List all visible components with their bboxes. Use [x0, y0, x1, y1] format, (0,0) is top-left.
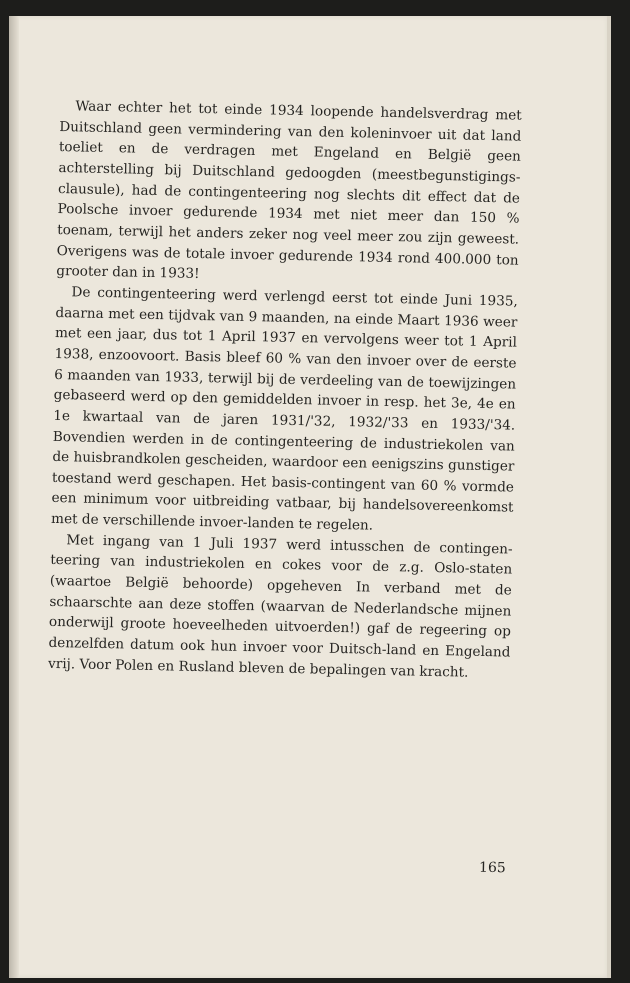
body-text [48, 96, 522, 684]
page-edge [607, 16, 611, 978]
paragraph-1: Waar echter het tot einde 1934 loopende handelsverdrag met Duitschland geen vermindering van den koleninvoer uit dat land toeliet en de verdragen met Engeland en België geen achterstelling bij Duitschland gedoogden (meestbegunstigings-clausule), had de contingenteering nog slechts dit effect dat de Poolsche invoer gedurende 1934 met niet meer dan 150 % toenam, terwijl het anders zeker nog veel meer zou zijn geweest. Overigens was de totale invoer gedurende 1934 rond 400.000 ton grooter dan in 1933! [56, 98, 522, 283]
book-page [9, 16, 611, 978]
page-spine-shadow [9, 16, 19, 978]
paragraph-3: Met ingang van 1 Juli 1937 werd intusschen de contingen-teering van industriekolen en cokes voor de z.g. Oslo-staten (waartoe België behoorde) opgeheven In verband met de schaarschte aan deze stoffen (waarvan de Nederlandsche mijnen onderwijl groote hoeveelheden uitvoerden!) gaf de regeering op denzelfden datum ook hun invoer voor Duitsch-land en Engeland vrij. Voor Polen en Rusland bleven de bepalingen van kracht. [47, 532, 513, 681]
paragraph-2: De contingenteering werd verlengd eerst tot einde Juni 1935, daarna met een tijdvak van 9 maanden, na einde Maart 1936 weer met een jaar, dus tot 1 April 1937 en vervolgens weer tot 1 April 1938, enzoovoort. Basis bleef 60 % van den invoer over de eerste 6 maanden van 1933, terwijl bij de verdeeling van de toewijzingen gebaseerd werd op den gemiddelden invoer in resp. het 3e, 4e en 1e kwartaal van de jaren 1931/'32, 1932/'33 en 1933/'34. Bovendien werden in de contingenteering de industriekolen van de huisbrandkolen gescheiden, waardoor een eenigszins gunstiger toestand werd geschapen. Het basis-contingent van 60 % vormde een minimum voor uitbreiding vatbaar, bij handelsovereenkomst met de verschillende invoer-landen te regelen. [50, 284, 518, 534]
page-number: 165 [478, 859, 506, 877]
